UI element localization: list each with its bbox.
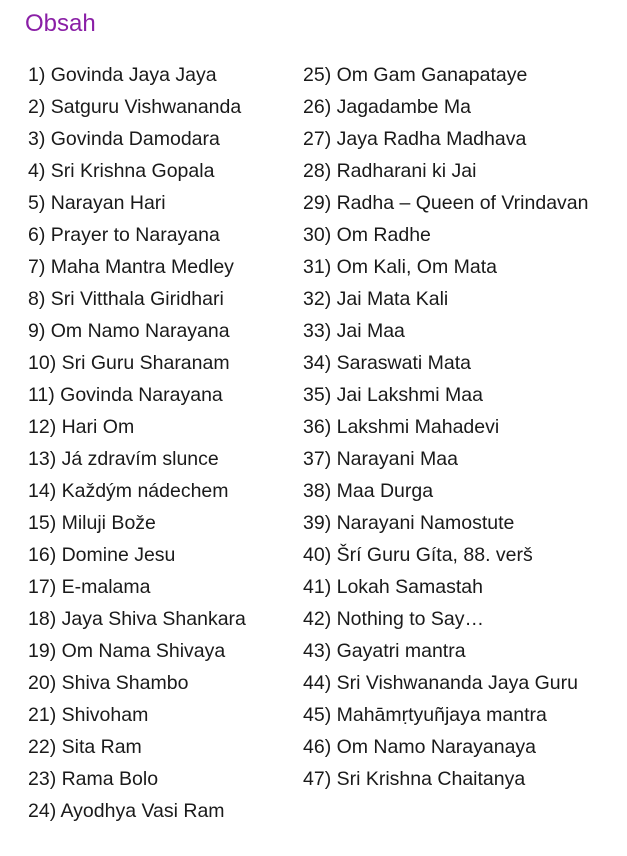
contents-item[interactable]: 45) Mahāmṛtyuñjaya mantra [303, 704, 547, 726]
contents-item[interactable]: 13) Já zdravím slunce [28, 448, 219, 470]
contents-item[interactable]: 3) Govinda Damodara [28, 128, 220, 150]
contents-item[interactable]: 34) Saraswati Mata [303, 352, 471, 374]
contents-item[interactable]: 5) Narayan Hari [28, 192, 166, 214]
contents-item[interactable]: 22) Sita Ram [28, 736, 142, 758]
contents-item[interactable]: 26) Jagadambe Ma [303, 96, 472, 118]
contents-item[interactable]: 23) Rama Bolo [28, 768, 159, 790]
contents-item[interactable]: 16) Domine Jesu [28, 544, 176, 566]
contents-item[interactable]: 24) Ayodhya Vasi Ram [28, 800, 225, 822]
contents-item[interactable]: 1) Govinda Jaya Jaya [28, 64, 217, 86]
contents-item[interactable]: 21) Shivoham [28, 704, 149, 726]
contents-item[interactable]: 47) Sri Krishna Chaitanya [303, 768, 526, 790]
contents-item[interactable]: 12) Hari Om [28, 416, 135, 438]
contents-item[interactable]: 11) Govinda Narayana [28, 384, 223, 406]
contents-item[interactable]: 42) Nothing to Say… [303, 608, 485, 630]
contents-column-right [303, 63, 613, 799]
contents-column-left [28, 63, 293, 831]
contents-item[interactable]: 46) Om Namo Narayanaya [303, 736, 537, 758]
contents-item[interactable]: 20) Shiva Shambo [28, 672, 189, 694]
contents-item[interactable]: 31) Om Kali, Om Mata [303, 256, 497, 278]
contents-item[interactable]: 2) Satguru Vishwananda [28, 96, 242, 118]
contents-item[interactable]: 41) Lokah Samastah [303, 576, 483, 598]
contents-item[interactable]: 27) Jaya Radha Madhava [303, 128, 527, 150]
contents-item[interactable]: 33) Jai Maa [303, 320, 405, 342]
contents-item[interactable]: 7) Maha Mantra Medley [28, 256, 234, 278]
contents-item[interactable]: 32) Jai Mata Kali [303, 288, 449, 310]
contents-item[interactable]: 10) Sri Guru Sharanam [28, 352, 230, 374]
contents-item[interactable]: 15) Miluji Bože [28, 512, 156, 534]
contents-item[interactable]: 19) Om Nama Shivaya [28, 640, 226, 662]
contents-item[interactable]: 39) Narayani Namostute [303, 512, 515, 534]
contents-item[interactable]: 9) Om Namo Narayana [28, 320, 230, 342]
contents-item[interactable]: 29) Radha – Queen of Vrindavan [303, 192, 589, 214]
contents-item[interactable]: 40) Šrí Guru Gíta, 88. verš [303, 544, 533, 566]
contents-item[interactable]: 18) Jaya Shiva Shankara [28, 608, 246, 630]
contents-item[interactable]: 8) Sri Vitthala Giridhari [28, 288, 224, 310]
contents-item[interactable]: 44) Sri Vishwananda Jaya Guru [303, 672, 578, 694]
contents-item[interactable]: 43) Gayatri mantra [303, 640, 466, 662]
contents-item[interactable]: 14) Každým nádechem [28, 480, 229, 502]
contents-item[interactable]: 28) Radharani ki Jai [303, 160, 477, 182]
contents-item[interactable]: 37) Narayani Maa [303, 448, 458, 470]
page-title: Obsah [25, 10, 96, 37]
contents-item[interactable]: 36) Lakshmi Mahadevi [303, 416, 500, 438]
contents-item[interactable]: 17) E-malama [28, 576, 151, 598]
contents-item[interactable]: 30) Om Radhe [303, 224, 431, 246]
contents-item[interactable]: 4) Sri Krishna Gopala [28, 160, 215, 182]
contents-item[interactable]: 35) Jai Lakshmi Maa [303, 384, 483, 406]
contents-item[interactable]: 6) Prayer to Narayana [28, 224, 220, 246]
contents-item[interactable]: 25) Om Gam Ganapataye [303, 64, 528, 86]
contents-item[interactable]: 38) Maa Durga [303, 480, 434, 502]
